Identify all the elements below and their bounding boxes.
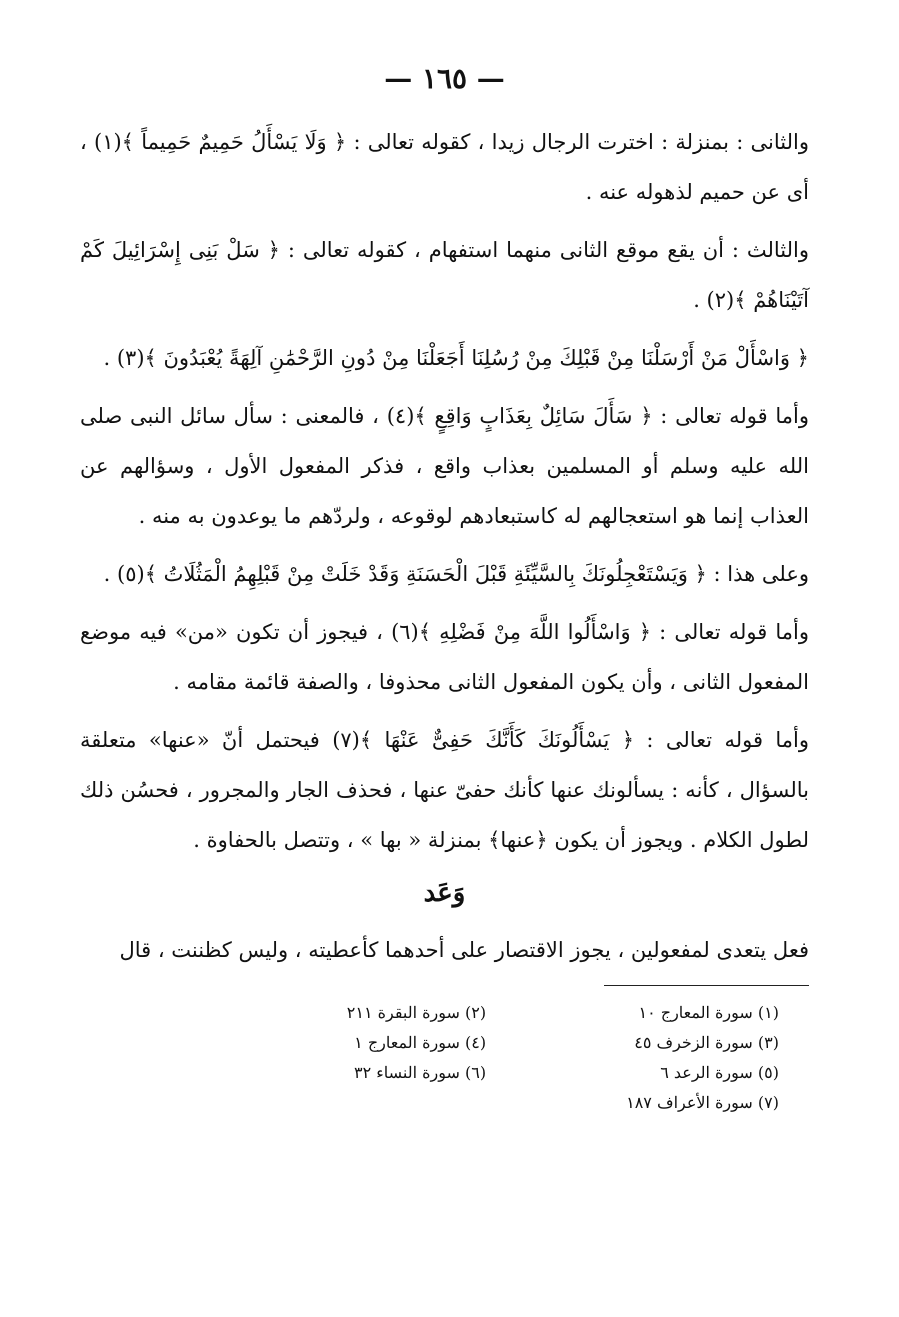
footnote: (٣) سورة الزخرف ٤٥ [634,1033,779,1052]
body-text [80,117,809,865]
paragraph: والثانى : بمنزلة : اخترت الرجال زيدا ، كقوله تعالى : ﴿ وَلَا يَسْأَلُ حَمِيمٌ حَمِيماً ﴾(١) ، أى عن حميم لذهوله عنه . [80,130,809,204]
footnotes-left-column [347,998,486,1118]
footnote: (١) سورة المعارج ١٠ [638,1003,779,1022]
footnote: (٥) سورة الرعد ٦ [660,1063,779,1082]
paragraph: وأما قوله تعالى : ﴿ سَأَلَ سَائِلٌ بِعَذَابٍ وَاقِعٍ ﴾(٤) ، فالمعنى : سأل سائل النبى صلى الله عليه وسلم أو المسلمين بعذاب واقع ، فذكر المفعول الأول ، وسؤالهم عن العذاب إنما هو استعجالهم له كاستبعادهم لوقوعه ، ولردّهم ما يوعدون به منه . [80,404,809,528]
footnote-divider [604,985,809,986]
paragraph: فعل يتعدى لمفعولين ، يجوز الاقتصار على أحدهما كأعطيته ، وليس كظننت ، قال [119,938,809,962]
footnote: (٤) سورة المعارج ١ [354,1033,487,1052]
page-number: — ١٦٥ — [384,62,505,95]
paragraph: وأما قوله تعالى : ﴿ يَسْأَلُونَكَ كَأَنَّكَ حَفِىٌّ عَنْهَا ﴾(٧) فيحتمل أنّ «عنها» متعلقة بالسؤال ، كأنه : يسألونك عنها كأنك حفىّ عنها ، فحذف الجار والمجرور ، فحسُن ذلك لطول الكلام . ويجوز أن يكون ﴿عنها﴾ بمنزلة « بها » ، وتتصل بالحفاوة . [80,728,809,852]
footnotes-right-column [626,998,779,1118]
footnotes [80,998,809,1118]
paragraph: وعلى هذا : ﴿ وَيَسْتَعْجِلُونَكَ بِالسَّيِّئَةِ قَبْلَ الْحَسَنَةِ وَقَدْ خَلَتْ مِنْ قَبْلِهِمُ الْمَثُلَاتُ ﴾(٥) . [103,562,809,586]
footnote: (٧) سورة الأعراف ١٨٧ [626,1093,779,1112]
closing-text [80,925,809,975]
footnote: (٦) سورة النساء ٣٢ [353,1063,487,1082]
paragraph: والثالث : أن يقع موقع الثانى منهما استفهام ، كقوله تعالى : ﴿ سَلْ بَنِى إِسْرَائِيلَ كَمْ آتَيْنَاهُمْ ﴾(٢) . [80,238,809,312]
paragraph: ﴿ وَاسْأَلْ مَنْ أَرْسَلْنَا مِنْ قَبْلِكَ مِنْ رُسُلِنَا أَجَعَلْنَا مِنْ دُونِ الرَّحْمَٰنِ آلِهَةً يُعْبَدُونَ ﴾(٣) . [103,346,809,370]
paragraph: وأما قوله تعالى : ﴿ وَاسْأَلُوا اللَّهَ مِنْ فَضْلِهِ ﴾(٦) ، فيجوز أن تكون «من» فيه موضع المفعول الثانى ، وأن يكون المفعول الثانى محذوفا ، والصفة قائمة مقامه . [80,620,809,694]
footnote: (٢) سورة البقرة ٢١١ [346,1003,487,1022]
section-heading: وَعَد [423,878,466,908]
